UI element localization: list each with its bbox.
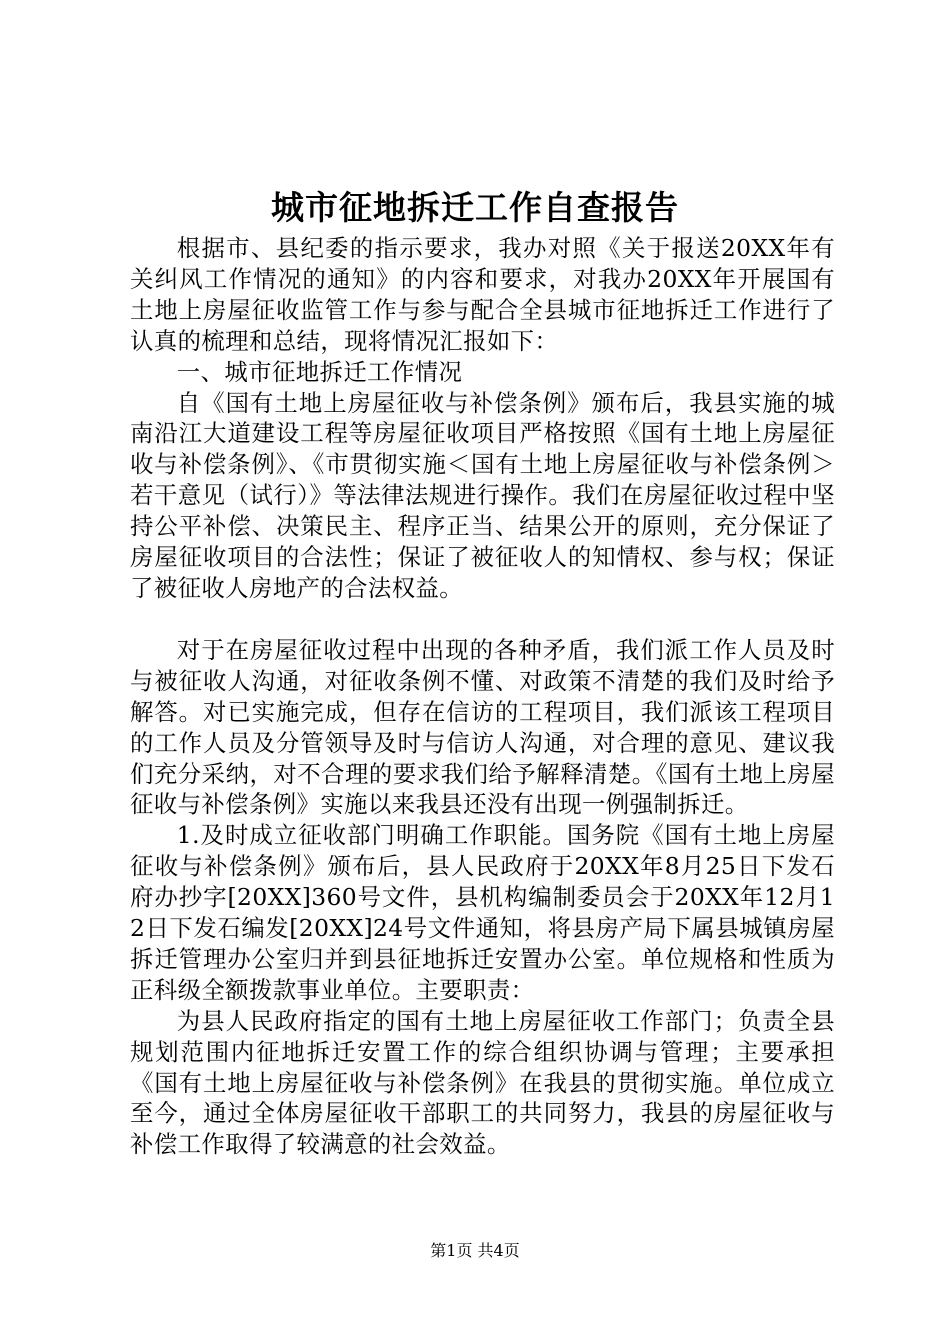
document-body [130,233,835,1160]
page-footer: 第1页 共4页 [430,1241,520,1260]
paragraph-item-1: 1.及时成立征收部门明确工作职能。国务院《国有土地上房屋征收与补偿条例》颁布后，县人民政府于20XX年8月25日下发石府办抄字[20XX]360号文件，县机构编制委员会于20XX年12月12日下发石编发[20XX]24号文件通知，将县房产局下属县城镇房屋拆迁管理办公室归并到县征地拆迁安置办公室。单位规格和性质为正科级全额拨款事业单位。主要职责： [130,821,835,1004]
paragraph-conflicts: 对于在房屋征收过程中出现的各种矛盾，我们派工作人员及时与被征收人沟通，对征收条例不懂、对政策不清楚的我们及时给予解答。对已实施完成，但存在信访的工程项目，我们派该工程项目的工作人员及分管领导及时与信访人沟通，对合理的意见、建议我们充分采纳，对不合理的要求我们给予解释清楚。《国有土地上房屋征收与补偿条例》实施以来我县还没有出现一例强制拆迁。 [130,635,835,819]
document-title: 城市征地拆迁工作自查报告 [271,188,679,227]
paragraph-duties: 为县人民政府指定的国有土地上房屋征收工作部门；负责全县规划范围内征地拆迁安置工作的综合组织协调与管理；主要承担《国有土地上房屋征收与补偿条例》在我县的贯彻实施。单位成立至今，通过全体房屋征收干部职工的共同努力，我县的房屋征收与补偿工作取得了较满意的社会效益。 [130,1006,835,1159]
paragraph-intro: 根据市、县纪委的指示要求，我办对照《关于报送20XX年有关纠风工作情况的通知》的内容和要求，对我办20XX年开展国有土地上房屋征收监管工作与参与配合全县城市征地拆迁工作进行了认真的梳理和总结，现将情况汇报如下： [130,234,835,355]
paragraph-regulation: 自《国有土地上房屋征收与补偿条例》颁布后，我县实施的城南沿江大道建设工程等房屋征收项目严格按照《国有土地上房屋征收与补偿条例》、《市贯彻实施＜国有土地上房屋征收与补偿条例＞若干意见（试行）》等法律法规进行操作。我们在房屋征收过程中坚持公平补偿、决策民主、程序正当、结果公开的原则，充分保证了房屋征收项目的合法性；保证了被征收人的知情权、参与权；保证了被征收人房地产的合法权益。 [130,388,835,602]
section-heading-1: 一、城市征地拆迁工作情况 [176,357,463,386]
